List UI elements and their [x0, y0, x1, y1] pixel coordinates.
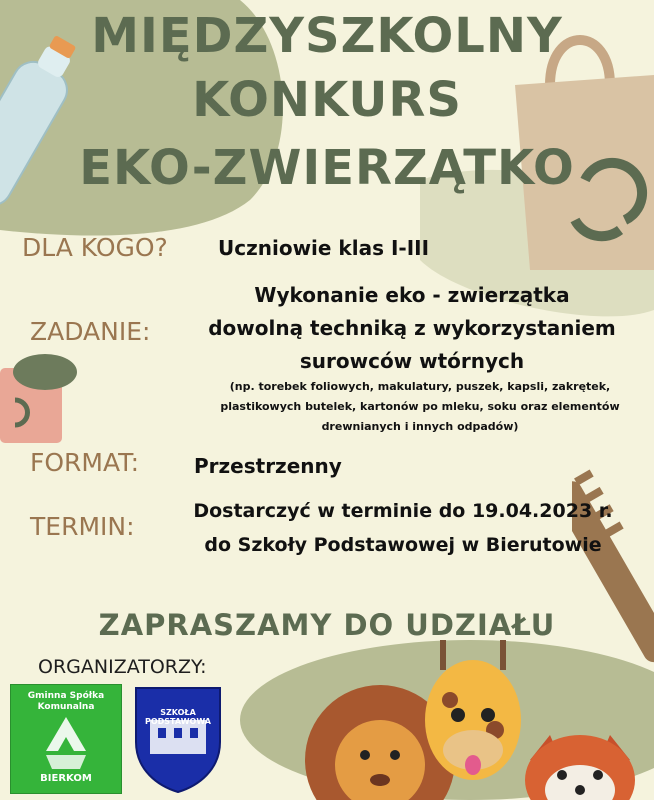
recycle-icon — [36, 715, 96, 771]
value-zadanie-line-3: surowców wtórnych — [299, 349, 525, 373]
bierkom-logo-top-text: Gminna Spółka Komunalna — [27, 691, 105, 712]
fox-icon — [525, 735, 635, 800]
value-format: Przestrzenny — [194, 454, 342, 478]
trash-can-icon — [0, 350, 80, 450]
bierkom-logo — [10, 684, 122, 794]
title-line-3: EKO-ZWIERZĄTKO — [79, 140, 575, 196]
title-line-1: MIĘDZYSZKOLNY — [91, 8, 563, 64]
label-format: FORMAT: — [30, 448, 140, 477]
value-zadanie-line-1: Wykonanie eko - zwierzątka — [254, 283, 570, 307]
animals-illustration — [300, 640, 654, 800]
shield-icon — [130, 682, 226, 794]
bierkom-logo-bottom-text: BIERKOM — [40, 773, 92, 784]
value-zadanie-line-2: dowolną techniką z wykorzystaniem — [208, 316, 616, 340]
label-zadanie: ZADANIE: — [30, 317, 151, 346]
note-zadanie-line-2: plastikowych butelek, kartonów po mleku, soku oraz elementów — [220, 400, 620, 413]
school-logo — [130, 682, 226, 794]
label-termin: TERMIN: — [30, 512, 135, 541]
giraffe-icon — [425, 640, 521, 780]
value-termin-line-2: do Szkoły Podstawowej w Bierutowie — [204, 534, 602, 556]
school-logo-text: SZKOŁA PODSTAWOWA — [144, 708, 211, 726]
value-dla-kogo: Uczniowie klas I-III — [218, 236, 430, 260]
label-dla-kogo: DLA KOGO? — [22, 233, 168, 262]
note-zadanie-line-3: drewnianych i innych odpadów) — [321, 420, 519, 433]
note-zadanie-line-1: (np. torebek foliowych, makulatury, puszek, kapsli, zakrętek, — [229, 380, 611, 393]
title-line-2: KONKURS — [192, 72, 462, 128]
value-termin-line-1: Dostarczyć w terminie do 19.04.2023 r. — [193, 500, 613, 522]
organizers-label: ORGANIZATORZY: — [38, 656, 207, 678]
invite-heading: ZAPRASZAMY DO UDZIAŁU — [98, 608, 556, 642]
